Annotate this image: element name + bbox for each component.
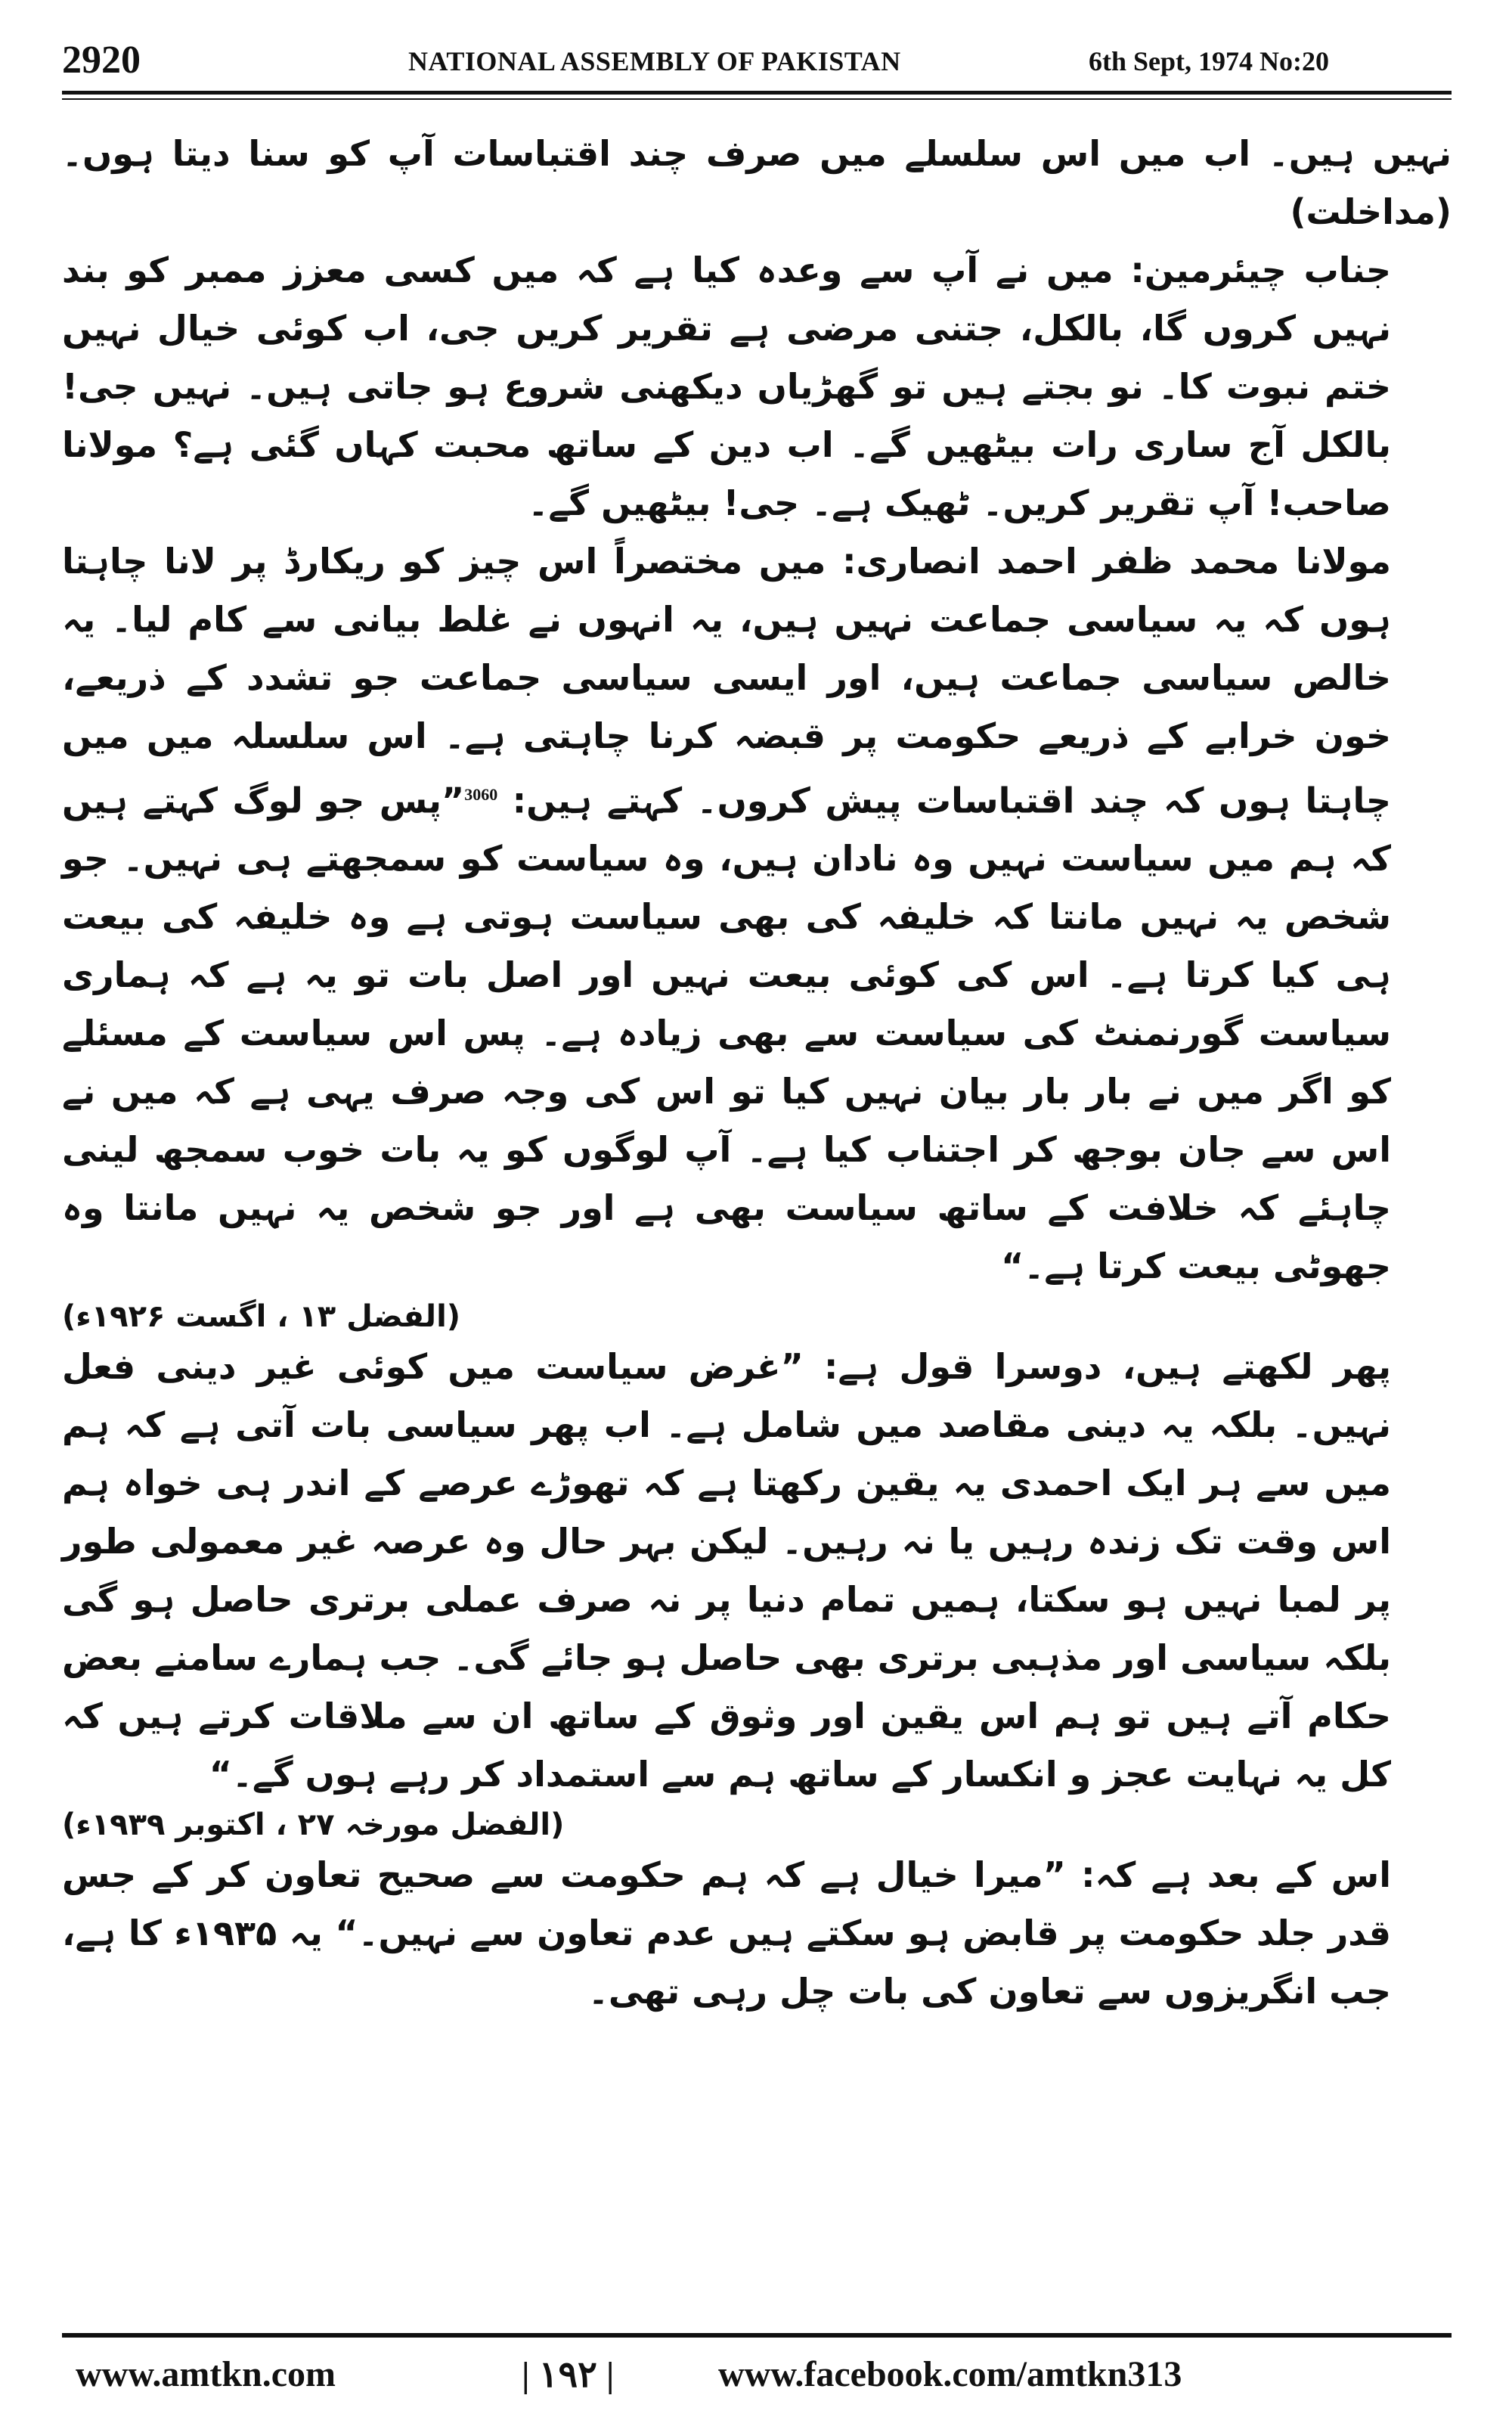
citation-2-text: (الفضل مورخہ ۲۷ ، اکتوبر ۱۹۳۹ء): [62, 1807, 565, 1843]
page-number: 2920: [62, 39, 141, 82]
header-title: NATIONAL ASSEMBLY OF PAKISTAN: [408, 46, 901, 76]
page-body: [62, 125, 1452, 2303]
header-date-number: 6th Sept, 1974 No:20: [1089, 46, 1330, 76]
footer-website-link[interactable]: www.amtkn.com: [76, 2354, 336, 2394]
citation-2: [62, 1807, 1361, 1843]
ansari-quote: ”پس جو لوگ کہتے ہیں کہ ہم میں سیاست نہیں وہ نادان ہیں، وہ سیاست کو سمجھتے ہی نہیں۔ جو شخص یہ نہیں مانتا کہ خلیفہ کی بھی سیاست ہوتی ہے وہ خلیفہ کی بیعت ہی کیا کرتا ہے۔ اس کی کوئی بیعت نہیں اور اصل بات تو یہ ہے کہ ہماری سیاست گورنمنٹ کی سیاست سے بھی زیادہ ہے۔ پس اس سیاست کے مسئلے کو اگر میں نے بار بار بیان نہیں کیا تو اس کی وجہ صرف یہی ہے کہ میں نے اس سے جان بوجھ کر اجتناب کیا ہے۔ آپ لوگوں کو یہ بات خوب سمجھ لینی چاہئے کہ خلافت کے ساتھ سیاست بھی ہے اور جو شخص یہ نہیں مانتا وہ جھوٹی بیعت کرتا ہے۔“: [62, 780, 1391, 1287]
paragraph-third-quote: اس کے بعد ہے کہ: ”میرا خیال ہے کہ ہم حکومت سے صحیح تعاون کر کے جس قدر جلد حکومت پر قابض ہو سکتے ہیں عدم تعاون سے نہیں۔“ یہ ۱۹۳۵ء کا ہے، جب انگریزوں سے تعاون کی بات چل رہی تھی۔: [62, 1854, 1391, 2012]
speaker-chairman: جناب چیئرمین:: [1130, 250, 1392, 290]
header-rule: [62, 91, 1452, 95]
footer-facebook-link[interactable]: www.facebook.com/amtkn313: [718, 2354, 1182, 2394]
chairman-speech: میں نے آپ سے وعدہ کیا ہے کہ میں کسی معزز ممبر کو بند نہیں کروں گا، بالکل، جتنی مرضی ہے تقریر کریں جی، اب کوئی خیال نہیں ختم نبوت کا۔ نو بجتے ہیں تو گھڑیاں دیکھنی شروع ہو جاتی ہیں۔ نہیں جی! بالکل آج ساری رات بیٹھیں گے۔ اب دین کے ساتھ محبت کہاں گئی ہے؟ مولانا صاحب! آپ تقریر کریں۔ ٹھیک ہے۔ جی! بیٹھیں گے۔: [62, 250, 1391, 523]
footnote-reference: 3060: [464, 785, 498, 804]
header-rule-thin: [62, 98, 1452, 100]
paragraph-second-quote: پھر لکھتے ہیں، دوسرا قول ہے: ”غرض سیاست میں کوئی غیر دینی فعل نہیں۔ بلکہ یہ دینی مقاصد میں شامل ہے۔ اب پھر سیاسی بات آتی ہے کہ ہم میں سے ہر ایک احمدی یہ یقین رکھتا ہے کہ تھوڑے عرصے کے اندر ہی خواہ ہم اس وقت تک زندہ رہیں یا نہ رہیں۔ لیکن بہر حال وہ عرصہ غیر معمولی طور پر لمبا نہیں ہو سکتا، ہمیں تمام دنیا پر نہ صرف عملی برتری حاصل ہو گی بلکہ سیاسی اور مذہبی برتری بھی حاصل ہو جائے گی۔ جب ہمارے سامنے بعض حکام آتے ہیں تو ہم اس یقین اور وثوق کے ساتھ ان سے ملاقات کرتے ہیں کہ کل یہ نہایت عجز و انکسار کے ساتھ ہم سے استمداد کر رہے ہوں گے۔“: [62, 1346, 1391, 1795]
footer-rule: [62, 2333, 1452, 2338]
paragraph-ansari: [62, 532, 1452, 1295]
citation-1: [62, 1298, 1361, 1335]
citation-1-text: (الفضل ۱۳ ، اگست ۱۹۲۶ء): [62, 1299, 461, 1335]
footer-page-number: | ۱۹۲ |: [522, 2355, 615, 2395]
paragraph-chairman: [62, 241, 1452, 532]
ansari-speech-a: میں مختصراً اس چیز کو ریکارڈ پر لانا چاہتا ہوں کہ یہ سیاسی جماعت نہیں ہیں، یہ انہوں نے غلط بیانی سے کام لیا۔ یہ خالص سیاسی جماعت ہیں، اور ایسی سیاسی جماعت جو تشدد کے ذریعے، خون خرابے کے ذریعے حکومت پر قبضہ کرنا چاہتی ہے۔ اس سلسلہ میں میں چاہتا ہوں کہ چند اقتباسات پیش کروں۔ کہتے ہیں:: [62, 541, 1391, 821]
paragraph-1: نہیں ہیں۔ اب میں اس سلسلے میں صرف چند اقتباسات آپ کو سنا دیتا ہوں۔ (مداخلت): [62, 133, 1452, 232]
speaker-ansari: مولانا محمد ظفر احمد انصاری:: [842, 541, 1391, 582]
